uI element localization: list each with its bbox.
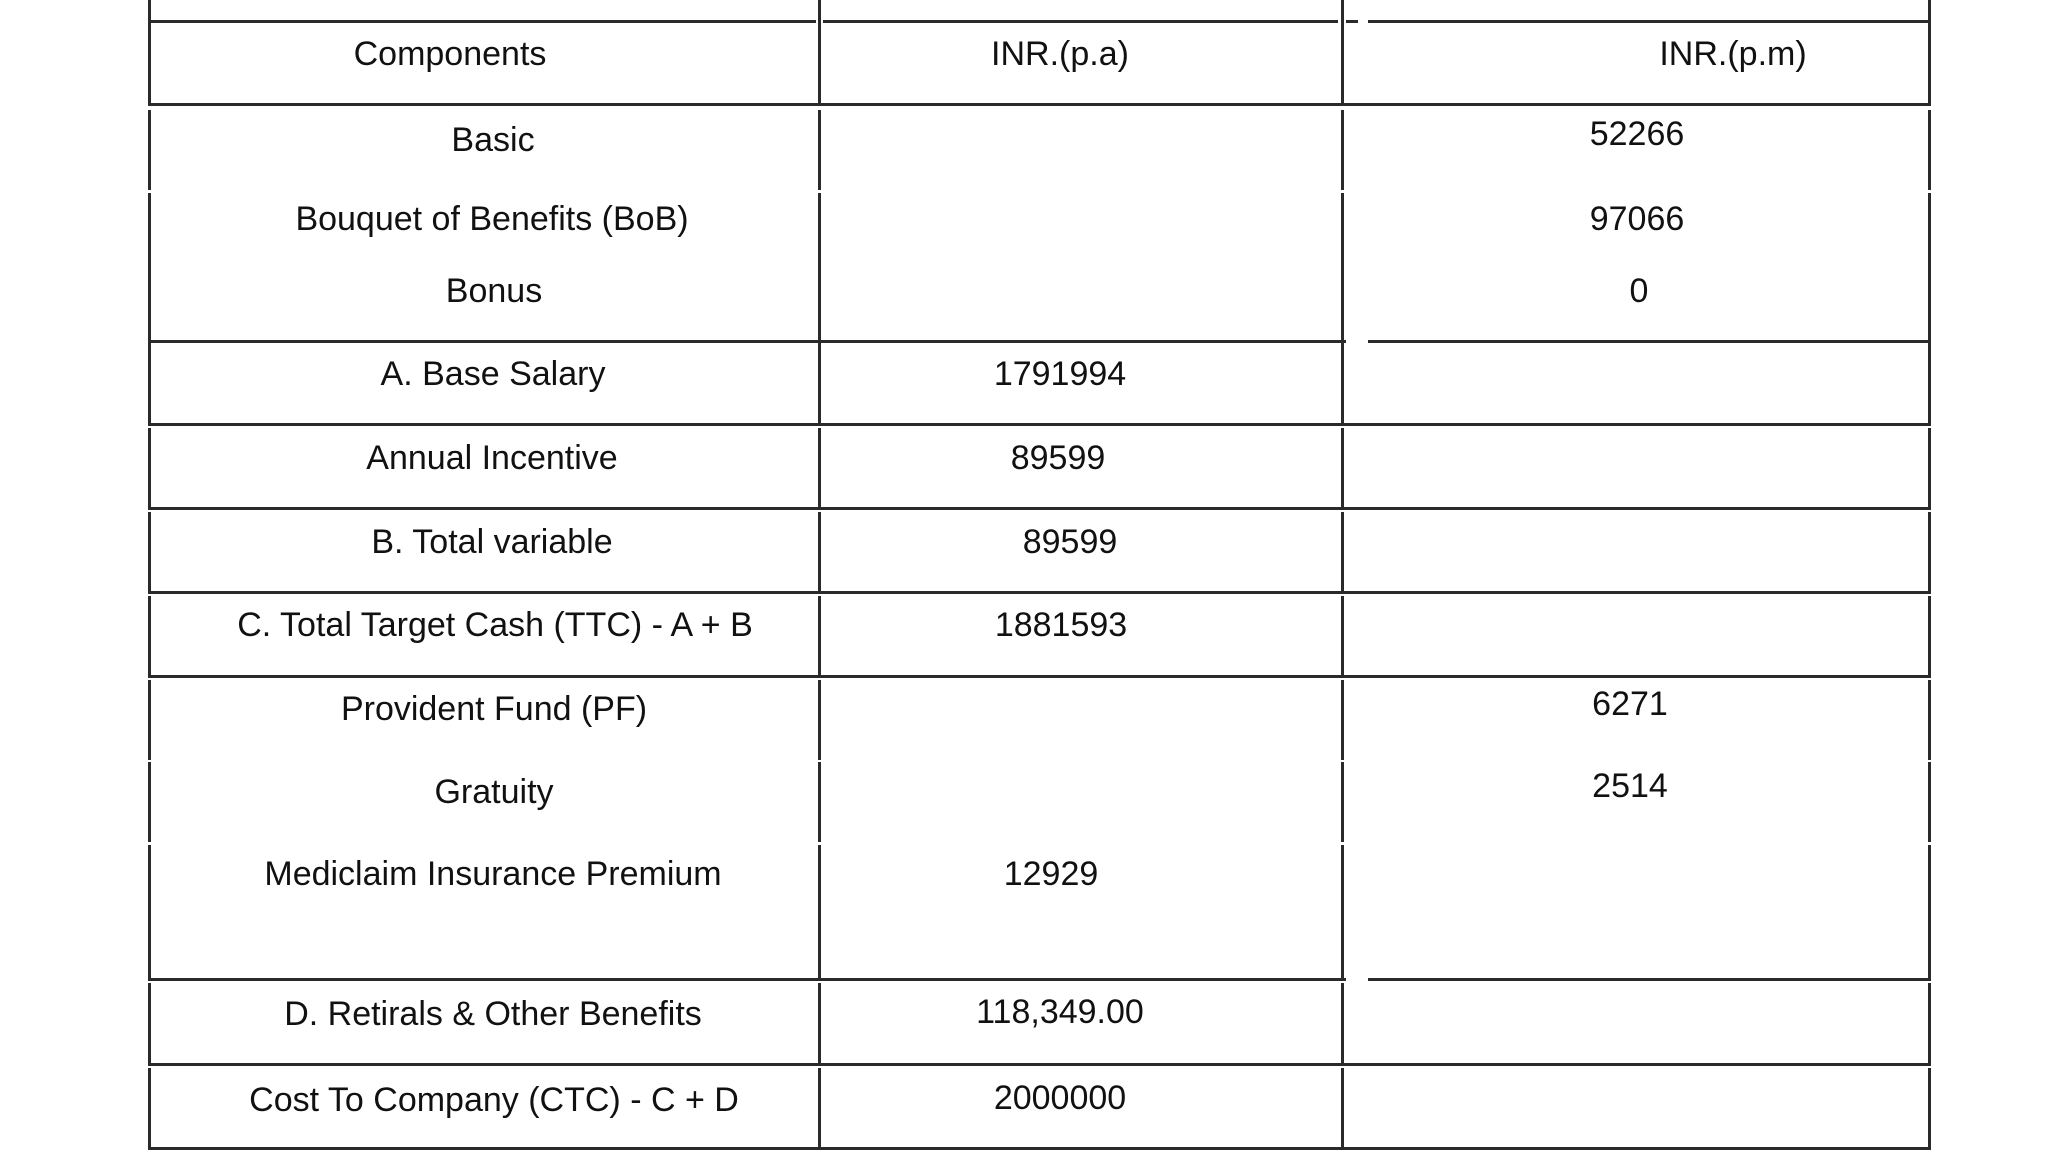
table-border	[1341, 343, 1344, 425]
total-variable-annual: 89599	[1022, 523, 1118, 561]
table-border	[1341, 596, 1344, 678]
table-border	[818, 845, 821, 980]
table-border	[148, 20, 816, 23]
table-border	[1928, 983, 1931, 1065]
table-border	[148, 193, 151, 343]
table-border	[1928, 343, 1931, 425]
table-border	[1341, 1068, 1344, 1150]
header-components: Components	[353, 35, 547, 73]
table-border	[818, 680, 821, 760]
table-border	[1928, 25, 1931, 105]
table-border	[1341, 193, 1344, 343]
table-border	[1341, 25, 1344, 105]
gratuity-monthly: 2514	[1592, 767, 1668, 805]
table-border	[1928, 193, 1931, 343]
retirals-total-label: D. Retirals & Other Benefits	[284, 995, 702, 1033]
table-border	[148, 25, 151, 105]
table-border	[818, 1068, 821, 1150]
table-border	[148, 1063, 1931, 1066]
table-border	[148, 1068, 151, 1150]
table-border	[818, 428, 821, 510]
table-border	[148, 507, 1931, 510]
table-border	[1341, 512, 1344, 594]
table-border	[148, 103, 1931, 106]
table-border	[148, 423, 1931, 426]
annual-incentive-annual: 89599	[1010, 439, 1106, 477]
table-border	[823, 20, 1338, 23]
header-monthly: INR.(p.m)	[1659, 35, 1807, 73]
table-border	[818, 512, 821, 594]
annual-incentive-label: Annual Incentive	[366, 439, 618, 477]
table-border	[818, 983, 821, 1065]
table-border	[1928, 428, 1931, 510]
ctc-annual: 2000000	[993, 1079, 1127, 1117]
table-border	[148, 845, 151, 980]
table-border	[148, 591, 1931, 594]
table-border	[1341, 0, 1344, 25]
table-border	[1341, 680, 1344, 760]
table-border	[1928, 110, 1931, 190]
table-border	[1341, 762, 1344, 842]
basic-monthly: 52266	[1589, 115, 1685, 153]
table-border	[148, 978, 1346, 981]
table-border	[818, 193, 821, 343]
table-border	[1928, 1068, 1931, 1150]
table-border	[1368, 978, 1931, 981]
total-variable-label: B. Total variable	[371, 523, 613, 561]
table-border	[148, 680, 151, 760]
table-border	[818, 110, 821, 190]
table-border	[1341, 110, 1344, 190]
table-border	[818, 762, 821, 842]
ttc-label: C. Total Target Cash (TTC) - A + B	[237, 606, 753, 644]
table-border	[1928, 596, 1931, 678]
table-border	[148, 340, 1346, 343]
table-border	[148, 343, 151, 425]
table-border	[148, 983, 151, 1065]
base-salary-label: A. Base Salary	[380, 355, 606, 393]
bob-monthly: 97066	[1589, 200, 1685, 238]
bob-label: Bouquet of Benefits (BoB)	[295, 200, 689, 238]
table-border	[1346, 20, 1358, 23]
table-border	[1928, 512, 1931, 594]
header-annual: INR.(p.a)	[991, 35, 1129, 73]
table-border	[1928, 680, 1931, 760]
ttc-annual: 1881593	[994, 606, 1128, 644]
table-border	[1928, 845, 1931, 980]
mediclaim-label: Mediclaim Insurance Premium	[264, 855, 722, 893]
table-border	[148, 675, 1931, 678]
basic-label: Basic	[451, 121, 535, 159]
retirals-total-annual: 118,349.00	[976, 993, 1144, 1031]
table-border	[148, 596, 151, 678]
gratuity-label: Gratuity	[434, 773, 554, 811]
table-border	[148, 110, 151, 190]
table-border	[148, 1147, 1931, 1150]
table-border	[148, 762, 151, 842]
pf-label: Provident Fund (PF)	[340, 690, 648, 728]
bonus-monthly: 0	[1629, 272, 1649, 310]
table-border	[818, 343, 821, 425]
bonus-label: Bonus	[445, 272, 543, 310]
table-border	[1368, 340, 1931, 343]
table-border	[818, 25, 821, 105]
table-border	[818, 596, 821, 678]
table-border	[1341, 845, 1344, 980]
table-border	[148, 512, 151, 594]
base-salary-annual: 1791994	[993, 355, 1127, 393]
table-border	[1341, 983, 1344, 1065]
table-border	[818, 0, 821, 25]
pf-monthly: 6271	[1592, 685, 1668, 723]
table-border	[1928, 762, 1931, 842]
table-border	[148, 428, 151, 510]
table-border	[1368, 20, 1931, 23]
mediclaim-annual: 12929	[1003, 855, 1099, 893]
ctc-label: Cost To Company (CTC) - C + D	[249, 1081, 739, 1119]
table-border	[1341, 428, 1344, 510]
